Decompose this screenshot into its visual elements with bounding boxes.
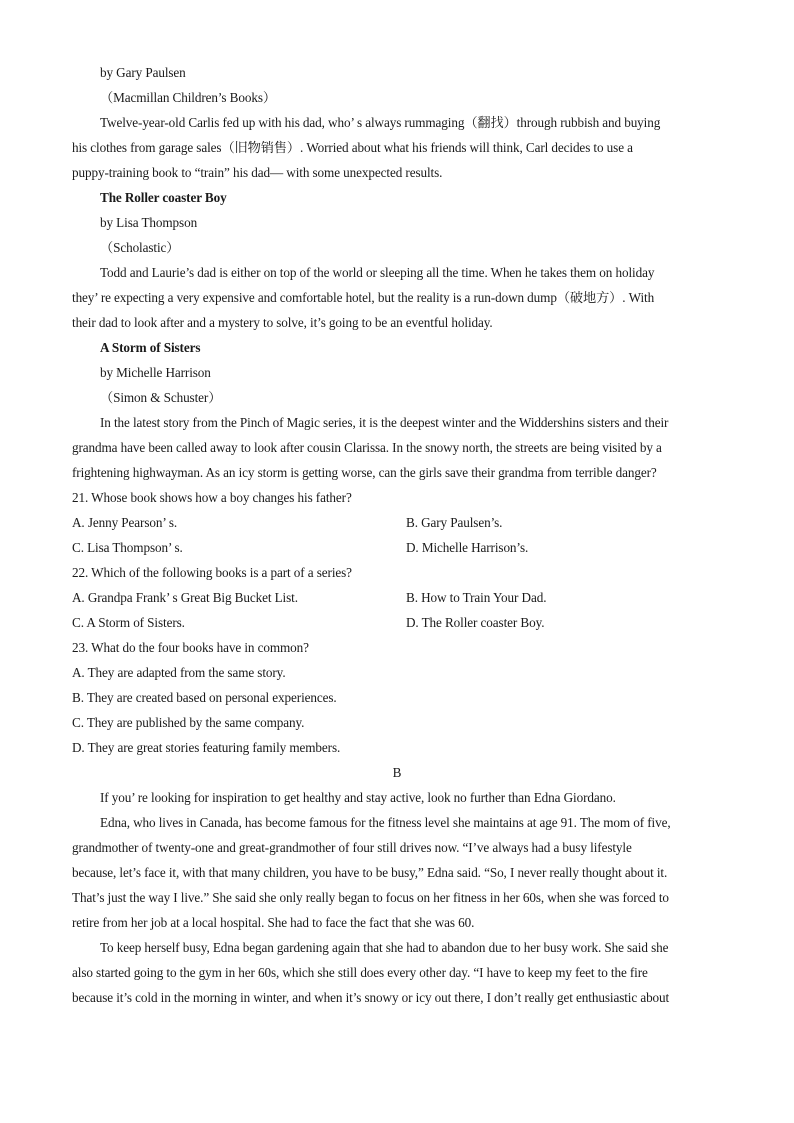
question-23-stem: 23. What do the four books have in common?	[72, 640, 309, 655]
book4-desc-line: grandma have been called away to look after cousin Clarissa. In the snowy north, the streets are being visited by a	[72, 440, 662, 455]
question-21-options-row	[72, 510, 722, 535]
section-heading: B	[392, 765, 402, 780]
book2-author: by Gary Paulsen	[100, 65, 186, 80]
q21-option-c: C. Lisa Thompson’ s.	[72, 540, 183, 555]
passage-b-line: also started going to the gym in her 60s, which she still does every other day. “I have to keep my feet to the fire	[72, 965, 648, 980]
book2-desc-line: Twelve-year-old Carlis fed up with his dad, who’ s always rummaging（翻找）through rubbish and buying	[100, 115, 661, 130]
q23-option-c: C. They are published by the same company.	[72, 715, 305, 730]
question-21-stem: 21. Whose book shows how a boy changes his father?	[72, 490, 352, 505]
book3-publisher: （Scholastic）	[100, 240, 180, 255]
question-22-stem: 22. Which of the following books is a part of a series?	[72, 565, 352, 580]
passage-b-line: That’s just the way I live.” She said she only really began to focus on her fitness in her 60s, when she was forced to	[72, 890, 669, 905]
q22-option-b: B. How to Train Your Dad.	[406, 590, 547, 605]
book3-desc-line: their dad to look after and a mystery to solve, it’s going to be an eventful holiday.	[72, 315, 493, 330]
book4-desc-line: frightening highwayman. As an icy storm is getting worse, can the girls save their grandma from terrible danger?	[72, 465, 657, 480]
book4-publisher: （Simon & Schuster）	[100, 390, 222, 405]
passage-b-line: because, let’s face it, with that many children, you have to be busy,” Edna said. “So, I never really thought about it.	[72, 865, 668, 880]
book2-desc-line: his clothes from garage sales（旧物销售）. Worried about what his friends will think, Carl decides to use a	[72, 140, 633, 155]
book2-publisher: （Macmillan Children’s Books）	[100, 90, 276, 105]
book3-author: by Lisa Thompson	[100, 215, 198, 230]
book4-desc-line: In the latest story from the Pinch of Magic series, it is the deepest winter and the Widdershins sisters and their	[100, 415, 669, 430]
book4-author: by Michelle Harrison	[100, 365, 211, 380]
q21-option-d: D. Michelle Harrison’s.	[406, 540, 529, 555]
q22-option-a: A. Grandpa Frank’ s Great Big Bucket List.	[72, 590, 298, 605]
passage-b-line: Edna, who lives in Canada, has become famous for the fitness level she maintains at age 91. The mom of five,	[100, 815, 671, 830]
book3-desc-line: they’ re expecting a very expensive and comfortable hotel, but the reality is a run-down dump（破地方）. With	[72, 290, 655, 305]
passage-b-paragraph-1: If you’ re looking for inspiration to get healthy and stay active, look no further than Edna Giordano.	[100, 790, 616, 805]
q21-option-b: B. Gary Paulsen’s.	[406, 515, 503, 530]
q22-option-c: C. A Storm of Sisters.	[72, 615, 185, 630]
document-page	[72, 60, 722, 1010]
book3-desc-line: Todd and Laurie’s dad is either on top of the world or sleeping all the time. When he takes them on holiday	[100, 265, 655, 280]
q23-option-a: A. They are adapted from the same story.	[72, 665, 286, 680]
book3-title: The Roller coaster Boy	[100, 190, 227, 205]
passage-b-line: To keep herself busy, Edna began gardening again that she had to abandon due to her busy work. She said she	[100, 940, 669, 955]
question-21-options-row	[72, 535, 722, 560]
question-22-options-row	[72, 585, 722, 610]
passage-b-line: grandmother of twenty-one and great-grandmother of four still drives now. “I’ve always had a busy lifestyle	[72, 840, 632, 855]
q23-option-b: B. They are created based on personal experiences.	[72, 690, 337, 705]
q23-option-d: D. They are great stories featuring family members.	[72, 740, 341, 755]
book2-desc-line: puppy-training book to “train” his dad— with some unexpected results.	[72, 165, 443, 180]
passage-b-line: because it’s cold in the morning in winter, and when it’s snowy or icy out there, I don’t really get enthusiastic about	[72, 990, 670, 1005]
passage-b-line: retire from her job at a local hospital. She had to face the fact that she was 60.	[72, 915, 475, 930]
question-22-options-row	[72, 610, 722, 635]
q22-option-d: D. The Roller coaster Boy.	[406, 615, 545, 630]
book4-title: A Storm of Sisters	[100, 340, 201, 355]
q21-option-a: A. Jenny Pearson’ s.	[72, 515, 178, 530]
